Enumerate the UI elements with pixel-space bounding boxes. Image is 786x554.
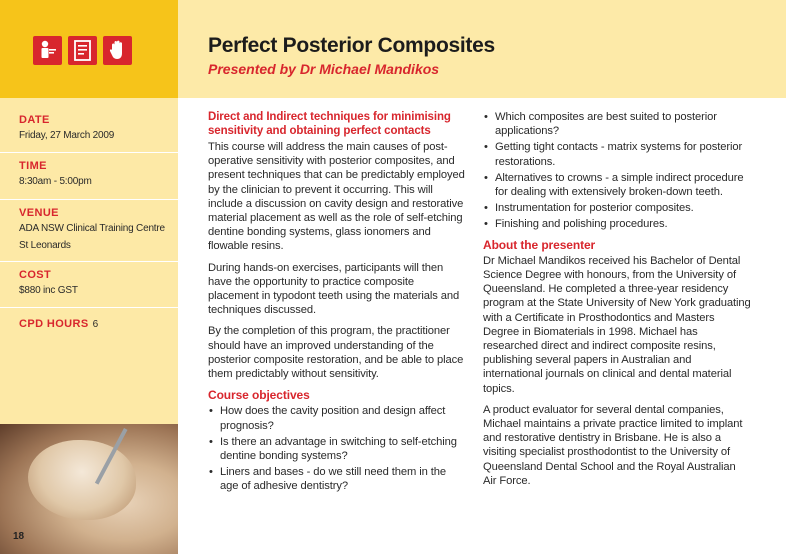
list-item: • Alternatives to crowns - a simple indirect procedure for dealing with extensively broken-down teeth. (483, 171, 751, 199)
objectives-list (208, 404, 466, 493)
time-block (0, 160, 178, 190)
document-icon (68, 36, 97, 65)
divider (0, 307, 178, 308)
hand-icon (103, 36, 132, 65)
time-value: 8:30am - 5:00pm (19, 176, 92, 187)
intro-paragraph: This course will address the main causes of post-operative sensitivity with posterior composites, and present techniques that can be predictably employed by the clinician to prevent it occurring. This will include a discussion on cavity design and restorative material placement as well as the role of self-etching dentine bonding systems, glass ionomers and flowable resins. (208, 141, 465, 253)
content-column-1 (208, 110, 466, 500)
list-item: • Finishing and polishing procedures. (483, 217, 751, 231)
presenter-bio-paragraph: Dr Michael Mandikos received his Bachelor of Dental Science Degree with honours, from the University of Queensland. He completed a three-year residency program at the State University of New York graduating with a Certificate in Prosthodontics and Masters Degree in Biomaterials in 1998. Michael has researched direct and indirect composite resins, publishing several papers in Australian and international journals on clinical and dental material topics. (483, 254, 751, 395)
cost-block (0, 269, 178, 299)
cpd-value: 6 (92, 319, 98, 330)
objectives-list-continued (483, 110, 751, 232)
section-heading: Direct and Indirect techniques for minimising sensitivity and obtaining perfect contacts (208, 111, 451, 137)
page-number: 18 (13, 531, 25, 542)
presenter-icon (33, 36, 62, 65)
divider (0, 199, 178, 200)
cpd-block (0, 316, 178, 333)
date-label: DATE (19, 114, 50, 126)
list-item: • Liners and bases - do we still need them in the age of adhesive dentistry? (208, 465, 466, 493)
time-label: TIME (19, 160, 47, 172)
venue-label: VENUE (19, 207, 59, 219)
presenter-practice-paragraph: A product evaluator for several dental companies, Michael maintains a private practice limited to implant and restorative dentistry in Brisbane. He is also a visiting specialist prosthodontist to the University of Queensland Dental School and the Royal Australian Air Force. (483, 403, 743, 487)
list-item: • Which composites are best suited to posterior applications? (483, 110, 751, 138)
content-column-2 (483, 110, 751, 495)
page-subtitle: Presented by Dr Michael Mandikos (208, 61, 440, 77)
page-title: Perfect Posterior Composites (208, 34, 495, 57)
cost-label: COST (19, 269, 52, 281)
divider (0, 261, 178, 262)
course-icons (33, 36, 132, 65)
list-item: • How does the cavity position and design affect prognosis? (208, 404, 466, 432)
venue-line-2: St Leonards (19, 240, 71, 251)
objectives-heading: Course objectives (208, 388, 310, 403)
venue-line-1: ADA NSW Clinical Training Centre (19, 223, 165, 234)
hands-on-paragraph: During hands-on exercises, participants will then have the opportunity to practice composite placement in typodont teeth using the materials and techniques discussed. (208, 261, 460, 317)
list-item: • Is there an advantage in switching to self-etching dentine bonding systems? (208, 435, 466, 463)
list-item: • Instrumentation for posterior composites. (483, 201, 751, 215)
venue-block (0, 207, 178, 254)
list-item: • Getting tight contacts - matrix systems for posterior restorations. (483, 140, 751, 168)
presenter-heading: About the presenter (483, 237, 596, 252)
date-block (0, 114, 178, 144)
cost-value: $880 inc GST (19, 285, 78, 296)
date-value: Friday, 27 March 2009 (19, 130, 115, 141)
outcome-paragraph: By the completion of this program, the practitioner should have an improved understanding of the posterior composite restoration, and be able to place them predictably without sensitivity. (208, 325, 464, 381)
cpd-label: CPD HOURS (19, 318, 89, 330)
divider (0, 152, 178, 153)
